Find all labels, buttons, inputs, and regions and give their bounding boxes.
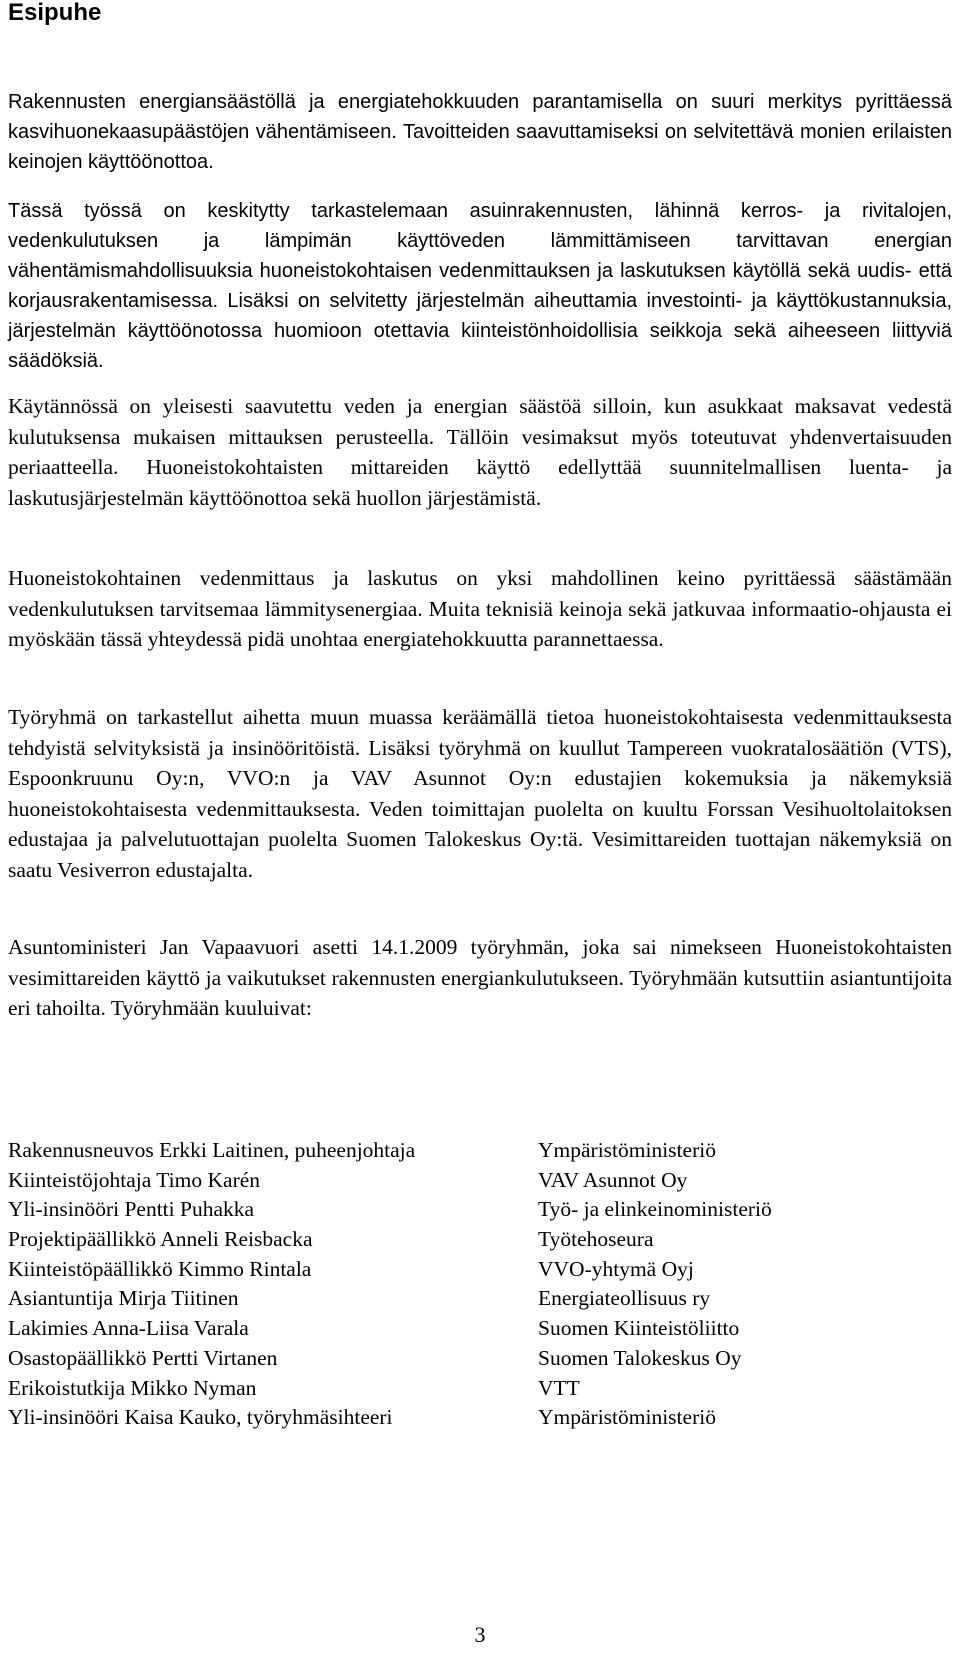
member-organization: VTT xyxy=(538,1375,580,1400)
member-organization: Työtehoseura xyxy=(538,1227,654,1252)
member-row xyxy=(8,1166,952,1196)
member-name: Kiinteistöjohtaja Timo Karén xyxy=(8,1167,261,1192)
paragraph-scope: Tässä työssä on keskitytty tarkastelemaan asuinrakennusten, lähinnä kerros- ja rivitalojen, vedenkulutuksen ja lämpimän käyttöveden lämmittämiseen tarvittavan energian vähentämismahdollisuuksia huoneistokohtaisen vedenmittauksen ja laskutuksen käytöllä sekä uudis- että korjausrakentamisessa. Lisäksi on selvitetty järjestelmän aiheuttamia investointi- ja käyttökustannuksia, järjestelmän käyttöönotossa huomioon otettavia kiinteistönhoidollisia seikkoja sekä aiheeseen liittyviä säädöksiä. xyxy=(8,200,952,372)
member-organization: VAV Asunnot Oy xyxy=(538,1167,688,1192)
member-row xyxy=(8,1255,952,1285)
member-name: Osastopäällikkö Pertti Virtanen xyxy=(8,1345,278,1370)
paragraph-working-group: Työryhmä on tarkastellut aihetta muun muassa keräämällä tietoa huoneistokohtaisesta vedenmittauksesta tehdyistä selvityksistä ja insinööritöistä. Lisäksi työryhmä on kuullut Tampereen vuokratalosäätiön (VTS), Espoonkruunu Oy:n, VVO:n ja VAV Asunnot Oy:n edustajien kokemuksia ja näkemyksiä huoneistokohtaisesta vedenmittauksesta. Veden toimittajan puolelta on kuultu Forssan Vesihuoltolaitoksen edustajaa ja palvelutuottajan puolelta Suomen Talokeskus Oy:tä. Vesimittareiden tuottajan näkemyksiä on saatu Vesiverron edustajalta. xyxy=(8,705,952,882)
member-organization: Energiateollisuus ry xyxy=(538,1286,711,1311)
member-name: Asiantuntija Mirja Tiitinen xyxy=(8,1286,239,1311)
page-title: Esipuhe xyxy=(8,0,102,26)
member-row xyxy=(8,1344,952,1374)
paragraph-practice: Käytännössä on yleisesti saavutettu veden ja energian säästöä silloin, kun asukkaat maksavat vedestä kulutuksensa mukaisen mittauksen perusteella. Tällöin vesimaksut myös toteutuvat yhdenvertaisuuden periaatteella. Huoneistokohtaisten mittareiden käyttö edellyttää suunnitelmallisen luenta- ja laskutusjärjestelmän käyttöönottoa sekä huollon järjestämistä. xyxy=(8,394,952,510)
member-row xyxy=(8,1374,952,1404)
member-organization: Suomen Kiinteistöliitto xyxy=(538,1316,740,1341)
member-organization: Ympäristöministeriö xyxy=(538,1405,716,1430)
paragraph-appointment: Asuntoministeri Jan Vapaavuori asetti 14.1.2009 työryhmän, joka sai nimekseen Huoneistokohtaisten vesimittareiden käyttö ja vaikutukset rakennusten energiankulutukseen. Työryhmään kutsuttiin asiantuntijoita eri tahoilta. Työryhmään kuuluivat: xyxy=(8,935,952,1020)
members-list xyxy=(8,1136,952,1433)
member-name: Kiinteistöpäällikkö Kimmo Rintala xyxy=(8,1256,312,1281)
member-organization: Ympäristöministeriö xyxy=(538,1138,716,1162)
paragraph-intro: Rakennusten energiansäästöllä ja energiatehokkuuden parantamisella on suuri merkitys pyrittäessä kasvihuonekaasupäästöjen vähentämiseen. Tavoitteiden saavuttamiseksi on selvitettävä monien erilaisten keinojen käyttöönottoa. xyxy=(8,91,952,173)
page-number: 3 xyxy=(474,1622,486,1647)
member-name: Yli-insinööri Pentti Puhakka xyxy=(8,1197,255,1222)
member-name: Rakennusneuvos Erkki Laitinen, puheenjohtaja xyxy=(8,1138,416,1162)
member-name: Projektipäällikkö Anneli Reisbacka xyxy=(8,1227,313,1252)
member-name: Lakimies Anna-Liisa Varala xyxy=(8,1316,249,1341)
member-row xyxy=(8,1225,952,1255)
member-name: Erikoistutkija Mikko Nyman xyxy=(8,1375,257,1400)
member-row xyxy=(8,1136,952,1166)
member-organization: Työ- ja elinkeinoministeriö xyxy=(538,1197,772,1222)
member-row xyxy=(8,1195,952,1225)
member-row xyxy=(8,1314,952,1344)
member-name: Yli-insinööri Kaisa Kauko, työryhmäsihteeri xyxy=(8,1405,393,1430)
member-organization: VVO-yhtymä Oyj xyxy=(538,1256,694,1281)
member-row xyxy=(8,1284,952,1314)
member-row xyxy=(8,1403,952,1433)
paragraph-measurement: Huoneistokohtainen vedenmittaus ja laskutus on yksi mahdollinen keino pyrittäessä säästämään vedenkulutuksen tarvitsemaa lämmitysenergiaa. Muita teknisiä keinoja sekä jatkuvaa informaatio-ohjausta ei myöskään tässä yhteydessä pidä unohtaa energiatehokkuutta parannettaessa. xyxy=(8,566,952,651)
member-organization: Suomen Talokeskus Oy xyxy=(538,1345,742,1370)
